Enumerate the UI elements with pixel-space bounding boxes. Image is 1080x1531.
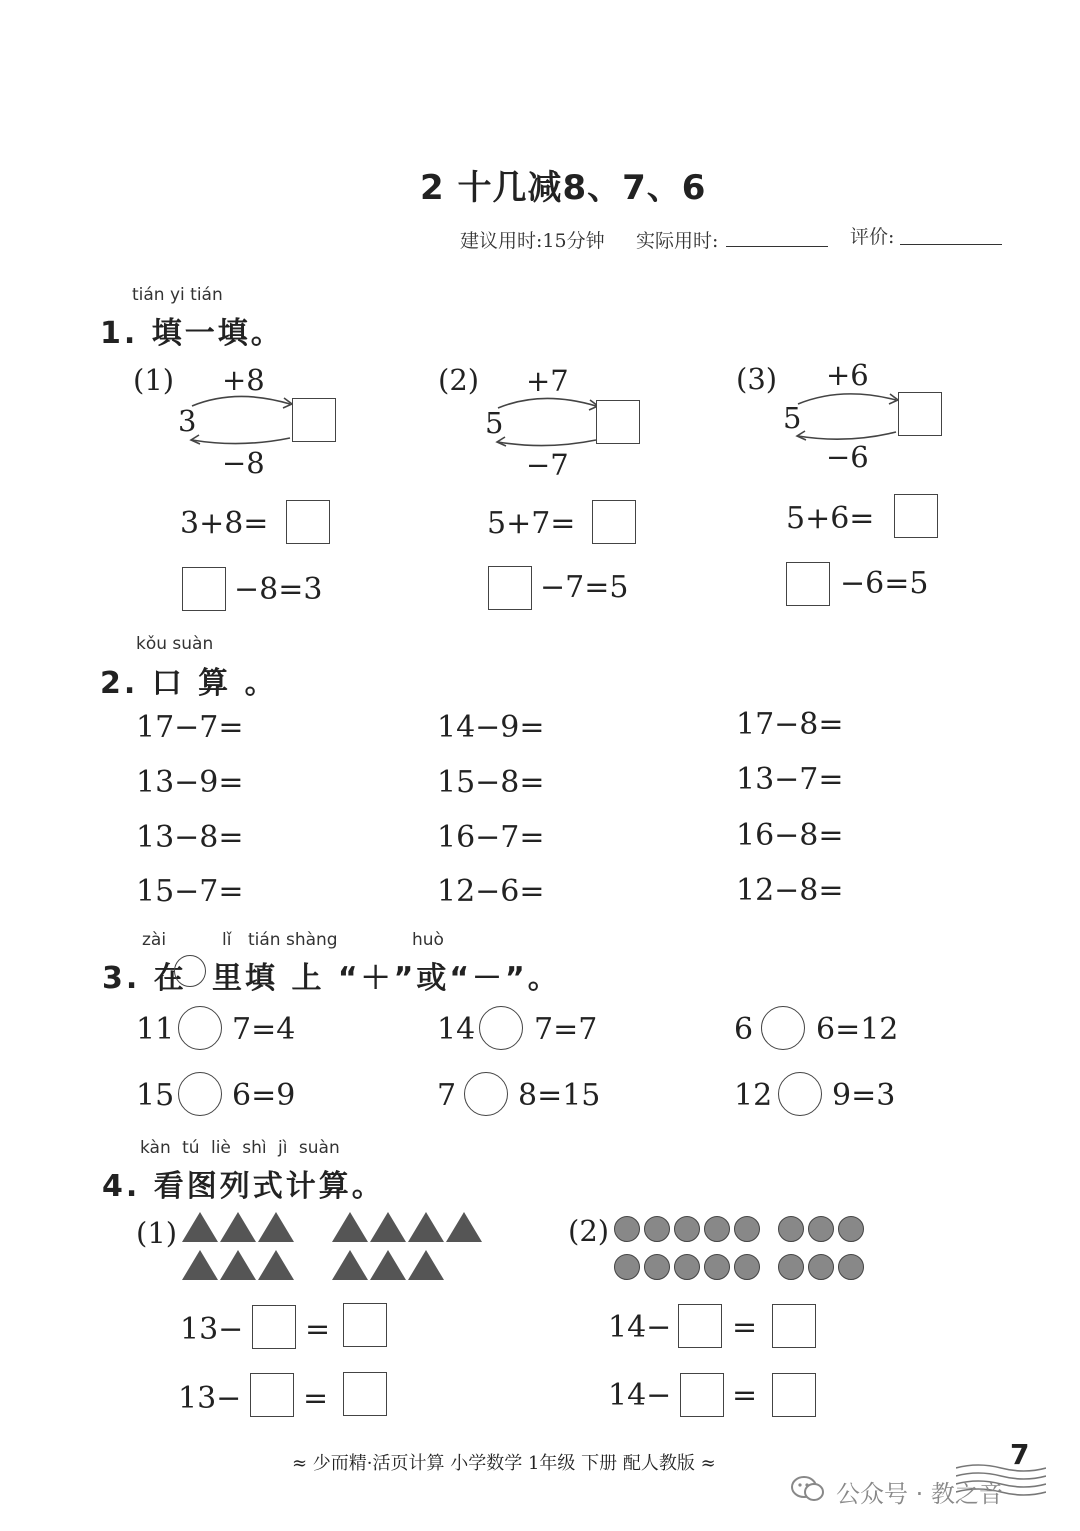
q3-5-circle[interactable] [464,1072,508,1116]
circle-icon [838,1254,864,1280]
q4-2-label: (2) [568,1214,610,1248]
q1-pinyin: tián yi tián [132,285,223,305]
q4-2-dots-group-a-row2 [614,1254,764,1284]
q3-4-right: 6=9 [232,1078,296,1113]
q3-5-left: 7 [437,1078,457,1113]
q3-4-left: 15 [136,1078,175,1113]
q1-2-bottom-op: −7 [526,448,569,482]
q1-2-add-answer-box[interactable] [592,500,636,544]
q2-c3-r4: 12−8= [736,873,844,908]
suggested-time: 建议用时:15分钟 [460,230,605,252]
q1-1-sub-answer-box[interactable] [182,567,226,611]
q1-2-label: (2) [438,363,480,397]
q3-2-right: 7=7 [534,1012,598,1047]
q3-6-right: 9=3 [832,1078,896,1113]
q2-c1-r3: 13−8= [136,820,244,855]
q3-1-left: 11 [136,1012,175,1047]
actual-time-blank[interactable] [726,222,828,247]
actual-time-label: 实际用时: [636,230,719,252]
triangle-icon [182,1212,218,1242]
q2-c1-r1: 17−7= [136,710,244,745]
q1-3-add-eq: 5+6= [786,501,875,536]
q4-pinyin: kàn tú liè shì jì suàn [140,1138,340,1158]
q1-1-arrows [186,386,296,446]
q4-1-eq1-box2[interactable] [343,1303,387,1347]
q2-pinyin: kǒu suàn [136,634,214,654]
q2-c2-r3: 16−7= [437,820,545,855]
q3-6-left: 12 [734,1078,773,1113]
q3-3-left: 6 [734,1012,754,1047]
q1-3-bottom-op: −6 [826,440,869,474]
q4-2-eq2-start: 14− [608,1378,672,1413]
q1-2-result-box[interactable] [596,400,640,444]
circle-icon [614,1216,640,1242]
circle-icon [734,1216,760,1242]
q1-1-label: (1) [133,363,175,397]
q4-2-eq1-start: 14− [608,1310,672,1345]
q3-1-circle[interactable] [178,1006,222,1050]
q4-2-eq1-equals: = [732,1310,758,1345]
q4-2-eq2-box1[interactable] [680,1373,724,1417]
q1-3-label: (3) [736,362,778,396]
q4-2-dots-group-b-row2 [778,1254,868,1284]
q3-heading-circle-icon [174,955,206,987]
q4-1-eq2-start: 13− [178,1381,242,1416]
page-title: 2 十几减8、7、6 [420,168,707,208]
q1-3-start: 5 [783,401,802,435]
triangle-icon [332,1250,368,1280]
q3-1-right: 7=4 [232,1012,296,1047]
q4-1-triangles-group-b-row2 [332,1250,446,1284]
q3-6-circle[interactable] [778,1072,822,1116]
q1-2-start: 5 [485,406,504,440]
q3-3-circle[interactable] [761,1006,805,1050]
q1-3-add-answer-box[interactable] [894,494,938,538]
circle-icon [778,1216,804,1242]
q1-1-sub-eq: −8=3 [234,572,323,607]
q3-heading-a: 3. 在 [102,961,187,996]
q4-2-dots-group-b-row1 [778,1216,868,1246]
q1-heading: 1. 填一填。 [100,316,284,351]
q4-1-eq2-equals: = [303,1381,329,1416]
q1-3-top-op: +6 [826,358,869,392]
q1-1-start: 3 [178,404,197,438]
q3-pinyin-zai: zài [142,930,167,950]
q3-2-left: 14 [437,1012,476,1047]
q1-1-result-box[interactable] [292,398,336,442]
q2-c3-r3: 16−8= [736,818,844,853]
q1-2-sub-eq: −7=5 [540,570,629,605]
q4-1-eq2-box2[interactable] [343,1372,387,1416]
circle-icon [674,1254,700,1280]
triangle-icon [220,1250,256,1280]
q1-2-arrows [492,388,602,448]
q1-1-add-eq: 3+8= [180,506,269,541]
q1-2-top-op: +7 [526,364,569,398]
q4-2-eq1-box1[interactable] [678,1304,722,1348]
circle-icon [808,1216,834,1242]
q4-2-eq2-equals: = [732,1378,758,1413]
q2-c3-r1: 17−8= [736,707,844,742]
circle-icon [614,1254,640,1280]
q4-1-eq1-equals: = [305,1312,331,1347]
q3-3-right: 6=12 [816,1012,899,1047]
q1-1-add-answer-box[interactable] [286,500,330,544]
q3-2-circle[interactable] [479,1006,523,1050]
triangle-icon [258,1250,294,1280]
q3-5-right: 8=15 [518,1078,601,1113]
q4-1-eq1-box1[interactable] [252,1305,296,1349]
q2-c2-r4: 12−6= [437,874,545,909]
q2-c2-r1: 14−9= [437,710,545,745]
q3-pinyin-li: lǐ [222,930,232,950]
q4-1-eq1-start: 13− [180,1312,244,1347]
q4-1-eq2-box1[interactable] [250,1373,294,1417]
triangle-icon [370,1250,406,1280]
watermark: 公众号 · 教之音 [836,1480,1003,1508]
triangle-icon [332,1212,368,1242]
circle-icon [778,1254,804,1280]
triangle-icon [370,1212,406,1242]
q1-1-top-op: +8 [222,363,265,397]
triangle-icon [182,1250,218,1280]
q2-c1-r4: 15−7= [136,874,244,909]
q3-pinyin-tianshang: tián shàng [248,930,338,950]
circle-icon [674,1216,700,1242]
circle-icon [734,1254,760,1280]
footer-text: ≈ 少而精·活页计算 小学数学 1年级 下册 配人教版 ≈ [292,1453,716,1474]
q1-2-sub-answer-box[interactable] [488,566,532,610]
q3-heading-b: 里填 上 “＋”或“－”。 [212,961,561,996]
rating-label: 评价: [850,226,895,248]
q2-c2-r2: 15−8= [437,765,545,800]
q4-2-eq2-box2[interactable] [772,1373,816,1417]
wechat-logo-icon [790,1474,826,1504]
rating-blank[interactable] [900,220,1002,245]
q3-4-circle[interactable] [178,1072,222,1116]
q4-2-dots-group-a-row1 [614,1216,764,1246]
triangle-icon [220,1212,256,1242]
q2-c3-r2: 13−7= [736,762,844,797]
q1-3-sub-eq: −6=5 [840,566,929,601]
q4-1-triangles-group-b-row1 [332,1212,484,1246]
q1-3-arrows [792,384,902,444]
q1-1-bottom-op: −8 [222,446,265,480]
circle-icon [704,1254,730,1280]
circle-icon [704,1216,730,1242]
q1-3-sub-answer-box[interactable] [786,562,830,606]
triangle-icon [408,1212,444,1242]
triangle-icon [258,1212,294,1242]
circle-icon [808,1254,834,1280]
q4-1-triangles-group-a-row2 [182,1250,296,1284]
q1-2-add-eq: 5+7= [487,506,576,541]
circle-icon [838,1216,864,1242]
q4-2-eq1-box2[interactable] [772,1304,816,1348]
page-number: 7 [1010,1438,1030,1471]
q4-heading: 4. 看图列式计算。 [102,1169,385,1204]
q3-pinyin-huo: huò [412,930,444,950]
q4-1-triangles-group-a-row1 [182,1212,296,1246]
q2-heading: 2. 口 算 。 [100,666,278,701]
circle-icon [644,1216,670,1242]
circle-icon [644,1254,670,1280]
triangle-icon [408,1250,444,1280]
q2-c1-r2: 13−9= [136,765,244,800]
q4-1-label: (1) [136,1216,178,1250]
triangle-icon [446,1212,482,1242]
q1-3-result-box[interactable] [898,392,942,436]
